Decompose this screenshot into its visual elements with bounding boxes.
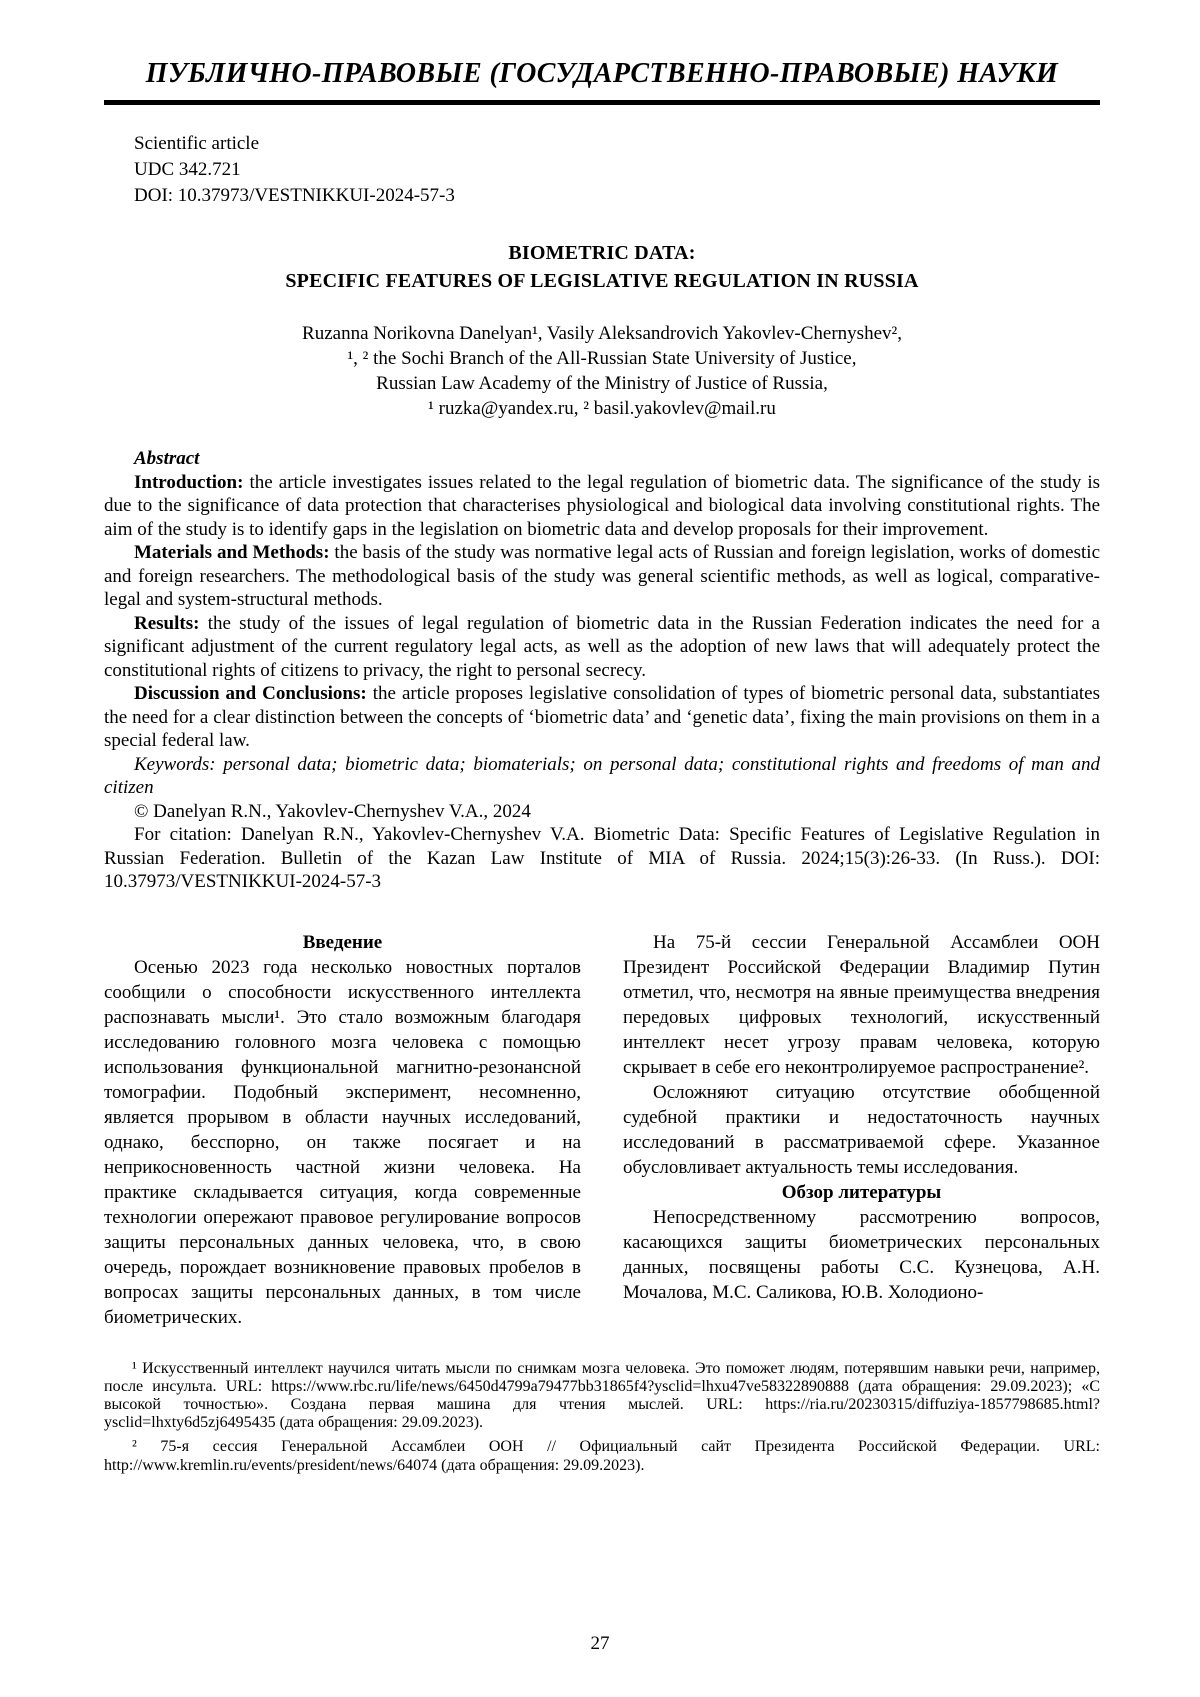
affiliation-line-1: ¹, ² the Sochi Branch of the All-Russian State University of Justice, — [347, 348, 857, 369]
two-column-body — [104, 930, 1100, 1330]
abstract-results-label: Results: — [134, 612, 200, 634]
body-paragraph-situation: Осложняют ситуацию отсутствие обобщенной судебной практики и недостаточность научных исследований в рассматриваемой сфере. Указанное обусловливает актуальность темы исследования. — [623, 1081, 1100, 1178]
introduction-paragraph: Осенью 2023 года несколько новостных порталов сообщили о способности искусственного интеллекта распознавать мысли¹. Это стало возможным благодаря исследованию головного мозга человека с помощью использования функциональной магнитно-резонансной томографии. Подобный эксперимент, несомненно, является прорывом в области научных исследований, однако, бесспорно, он также посягает и на неприкосновенность частной жизни человека. На практике складывается ситуация, когда современные технологии опережают правовое регулирование вопросов защиты персональных данных человека, что, в свою очередь, порождает возникновение правовых пробелов в вопросах защиты персональных данных, в том числе биометрических. — [104, 956, 581, 1328]
abstract-results — [104, 612, 1100, 683]
abstract-introduction — [104, 471, 1100, 542]
abstract-introduction-label: Introduction: — [134, 471, 244, 493]
section-title: ПУБЛИЧНО-ПРАВОВЫЕ (ГОСУДАРСТВЕННО-ПРАВОВЫЕ) НАУКИ — [145, 58, 1059, 89]
page-number: 27 — [590, 1633, 610, 1654]
abstract-section — [104, 447, 1100, 894]
affiliation-line-2: Russian Law Academy of the Ministry of Justice of Russia, — [376, 373, 828, 394]
abstract-discussion-label: Discussion and Conclusions: — [134, 683, 367, 704]
authors-names: Ruzanna Norikovna Danelyan¹, Vasily Aleksandrovich Yakovlev-Chernyshev², — [302, 323, 902, 344]
abstract-discussion-text: the article proposes legislative consolidation of types of biometric personal data, substantiates the need for a clear distinction between the concepts of ‘biometric data’ and ‘genetic data’, fixing the main provisions on them in a special federal law. — [104, 683, 1100, 751]
footnotes-section — [104, 1360, 1100, 1475]
article-title-line1: BIOMETRIC DATA: — [508, 242, 696, 264]
abstract-introduction-text: the article investigates issues related to the legal regulation of biometric data. The significance of the study is due to the significance of data protection that characterises physiological and biological data involving constitutional rights. The aim of the study is to identify gaps in the legislation on biometric data and develop proposals for their improvement. — [104, 471, 1100, 540]
doi-label: DOI: 10.37973/VESTNIKKUI-2024-57-3 — [134, 185, 455, 206]
right-column — [623, 930, 1100, 1330]
abstract-materials-text: the basis of the study was normative legal acts of Russian and foreign legislation, works of domestic and foreign researchers. The methodological basis of the study was general scientific methods, as well as logical, comparative-legal and system-structural methods. — [104, 542, 1100, 610]
citation-line — [104, 823, 1100, 894]
abstract-materials-methods — [104, 541, 1100, 612]
literature-review-heading: Обзор литературы — [781, 1181, 942, 1203]
abstract-discussion — [104, 682, 1100, 753]
authors-block — [104, 321, 1100, 421]
header-rule — [104, 100, 1100, 105]
abstract-heading: Abstract — [134, 448, 200, 469]
literature-review-paragraph: Непосредственному рассмотрению вопросов, касающихся защиты биометрических персональных данных, посвящены работы С.С. Кузнецова, А.Н. Мочалова, М.С. Саликова, Ю.В. Холодионо- — [623, 1206, 1100, 1303]
footnote-2: ² 75-я сессия Генеральной Ассамблеи ООН // Официальный сайт Президента Российской Федерации. URL: http://www.kremlin.ru/events/president/news/64074 (дата обращения: 29.09.2023). — [104, 1438, 1100, 1474]
citation-text: Danelyan R.N., Yakovlev-Chernyshev V.A. Biometric Data: Specific Features of Legislative Regulation in Russian Federation. Bulletin of the Kazan Law Institute of MIA of Russia. 2024;15(3):26-33. (In Russ.). DOI: 10.37973/VESTNIKKUI-2024-57-3 — [104, 824, 1100, 892]
running-head — [104, 58, 1100, 105]
article-meta — [134, 131, 1100, 209]
keywords-line: Keywords: personal data; biometric data; biomaterials; on personal data; constitutional rights and freedoms of man and citizen — [104, 753, 1100, 798]
udc-label: UDC 342.721 — [134, 159, 241, 180]
article-title-line2: SPECIFIC FEATURES OF LEGISLATIVE REGULATION IN RUSSIA — [285, 270, 919, 292]
citation-label: For citation: — [134, 824, 232, 845]
introduction-heading: Введение — [302, 931, 383, 953]
footnote-1: ¹ Искусственный интеллект научился читать мысли по снимкам мозга человека. Это поможет людям, потерявшим навыки речи, например, после инсульта. URL: https://www.rbc.ru/life/news/6450d4799a79477bb31865f4?ysclid=lhxu47ve58322890888 (дата обращения: 29.09.2023); «С высокой точностью». Создана первая машина для чтения мыслей. URL: https://ria.ru/20230315/diffuziya-1857798685.html?ysclid=lhxty6d5zj6495435 (дата обращения: 29.09.2023). — [104, 1359, 1101, 1432]
abstract-results-text: the study of the issues of legal regulation of biometric data in the Russian Federation indicates the need for a significant adjustment of the current regulatory legal acts, as well as the adoption of new laws that will adequately protect the constitutional rights of citizens to privacy, the right to personal secrecy. — [104, 612, 1100, 681]
copyright-line: © Danelyan R.N., Yakovlev-Chernyshev V.A., 2024 — [134, 800, 531, 822]
left-column — [104, 930, 581, 1330]
article-type-label: Scientific article — [134, 133, 260, 154]
author-emails: ¹ ruzka@yandex.ru, ² basil.yakovlev@mail.ru — [428, 398, 776, 419]
body-paragraph-un-session: На 75-й сессии Генеральной Ассамблеи ООН Президент Российской Федерации Владимир Путин отметил, что, несмотря на явные преимущества внедрения передовых цифровых технологий, искусственный интеллект несет угрозу правам человека, которую скрывает в себе его неконтролируемое распространение². — [623, 931, 1100, 1078]
abstract-materials-label: Materials and Methods: — [134, 542, 330, 563]
article-title — [104, 239, 1100, 295]
